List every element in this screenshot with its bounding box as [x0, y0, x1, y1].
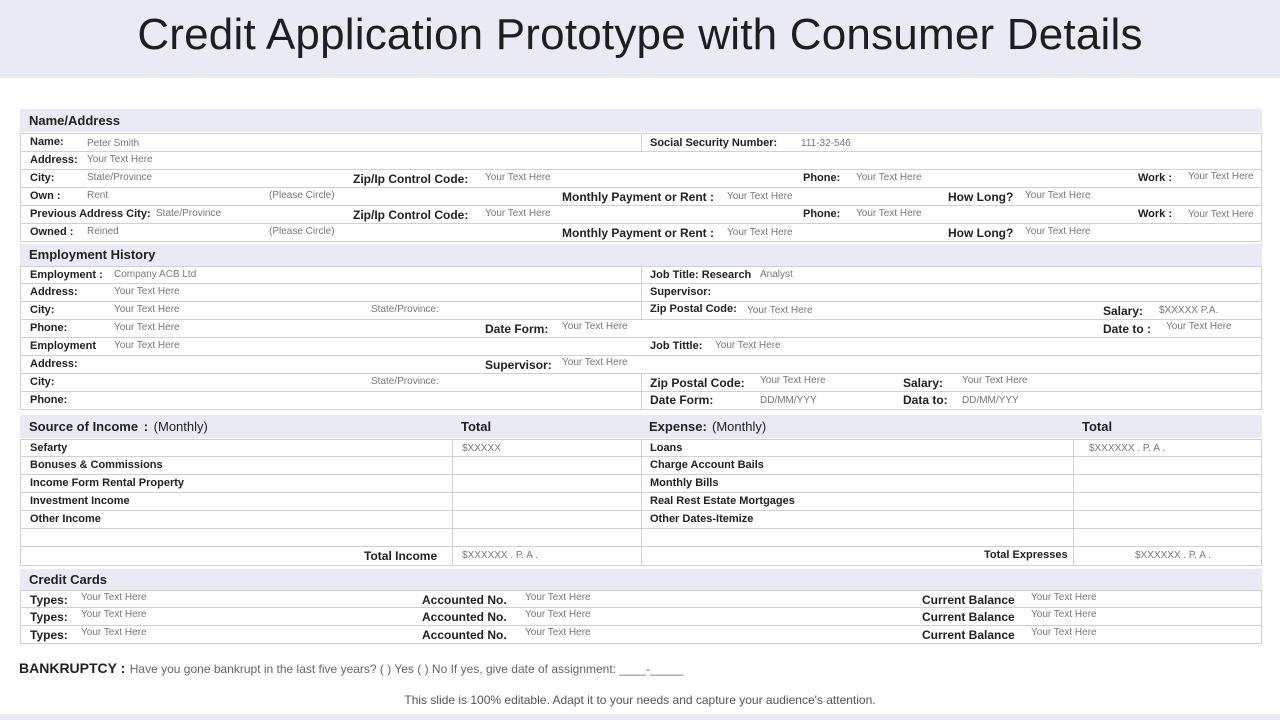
form-row-emp-phone-2	[20, 392, 1262, 410]
emp-address-label: Address:	[30, 286, 78, 298]
employment-label-2: Employment	[30, 340, 97, 352]
emp-city-field[interactable]: Your Text Here	[114, 304, 180, 315]
date-from-label-2: Date Form:	[650, 393, 714, 407]
salary-field-2[interactable]: Your Text Here	[962, 375, 1028, 386]
salary-label: Salary:	[1103, 304, 1144, 318]
divider	[641, 511, 642, 528]
account-number-label: Accounted No.	[422, 628, 507, 642]
zip-postal-label-2: Zip Postal Code:	[650, 376, 745, 390]
bankruptcy-question[interactable]: Have you gone bankrupt in the last five years? ( ) Yes ( ) No If yes, give date of assignment: ____-_____	[129, 662, 684, 676]
divider	[641, 547, 642, 565]
date-from-field[interactable]: Your Text Here	[562, 321, 628, 332]
name-label: Name:	[30, 136, 64, 148]
total-row	[20, 547, 1262, 566]
own-label: Own :	[30, 190, 61, 202]
income-source-label: Income Form Rental Property	[30, 477, 185, 489]
job-title-label-2: Job Tittle:	[650, 340, 703, 352]
zip-field-2[interactable]: Your Text Here	[485, 208, 551, 219]
income-monthly-label: (Monthly)	[153, 419, 208, 434]
form-row-own	[20, 188, 1262, 206]
divider	[641, 392, 642, 409]
phone-label: Phone:	[803, 172, 841, 184]
income-expense-row	[20, 475, 1262, 493]
emp-phone-label: Phone:	[30, 322, 68, 334]
expense-section-title: Expense:	[649, 419, 707, 434]
divider	[641, 475, 642, 492]
emp-address-field[interactable]: Your Text Here	[114, 286, 180, 297]
address-label: Address:	[30, 154, 78, 166]
name-field[interactable]: Peter Smith	[87, 138, 140, 149]
expense-item-label: Other Dates-Itemize	[650, 513, 754, 525]
credit-card-row	[20, 626, 1262, 644]
emp-city-label-2: City:	[30, 376, 55, 388]
emp-city-label: City:	[30, 304, 55, 316]
divider	[452, 457, 453, 474]
divider	[641, 267, 642, 283]
previous-city-field[interactable]: State/Province	[156, 208, 222, 219]
card-type-field[interactable]: Your Text Here	[81, 609, 147, 620]
please-circle-note: (Please Circle)	[269, 190, 335, 201]
how-long-field-2[interactable]: Your Text Here	[1025, 226, 1091, 237]
income-source-label: Bonuses & Commissions	[30, 459, 163, 471]
account-number-field[interactable]: Your Text Here	[525, 609, 591, 620]
owned-field[interactable]: Reined	[87, 226, 119, 237]
card-type-field[interactable]: Your Text Here	[81, 592, 147, 603]
divider	[1073, 529, 1074, 546]
total-expense-label: Total Expresses	[984, 549, 1068, 561]
phone-field[interactable]: Your Text Here	[856, 172, 922, 183]
how-long-field[interactable]: Your Text Here	[1025, 190, 1091, 201]
total-income-value[interactable]: $XXXXXX . P. A .	[462, 550, 538, 561]
employment-label: Employment :	[30, 269, 103, 281]
credit-card-row	[20, 608, 1262, 626]
divider	[641, 493, 642, 510]
section-header-employment	[20, 244, 1262, 266]
income-source-label: Other Income	[30, 513, 101, 525]
owned-label: Owned :	[30, 226, 74, 238]
ssn-label: Social Security Number:	[650, 137, 778, 149]
income-source-label: Investment Income	[30, 495, 130, 507]
divider	[452, 475, 453, 492]
account-number-field[interactable]: Your Text Here	[525, 627, 591, 638]
monthly-payment-label: Monthly Payment or Rent :	[562, 190, 715, 204]
income-expense-row	[20, 439, 1262, 457]
income-expense-row	[20, 511, 1262, 529]
emp-state-field[interactable]: State/Province:	[371, 304, 439, 315]
section-title: Employment History	[29, 247, 156, 262]
zip-field[interactable]: Your Text Here	[485, 172, 551, 183]
expense-total-field[interactable]: $XXXXXX . P. A .	[1089, 443, 1165, 454]
form-row-name	[20, 133, 1262, 152]
form-row-emp-address-2	[20, 356, 1262, 374]
divider	[452, 511, 453, 528]
form-row-owned	[20, 224, 1262, 242]
income-total-header: Total	[461, 419, 492, 434]
work-field-2[interactable]: Your Text Here	[1188, 209, 1254, 220]
expense-item-label: Monthly Bills	[650, 477, 719, 489]
own-field[interactable]: Rent	[87, 190, 109, 201]
divider	[641, 302, 642, 319]
ssn-field[interactable]: 111-32-546	[801, 138, 851, 149]
expense-total-header: Total	[1082, 419, 1113, 434]
current-balance-field[interactable]: Your Text Here	[1031, 627, 1097, 638]
phone-label-2: Phone:	[803, 208, 841, 220]
form-row-emp-phone	[20, 320, 1262, 338]
bankruptcy-line	[19, 660, 683, 678]
current-balance-label: Current Balance	[922, 628, 1015, 642]
form-row-employment	[20, 266, 1262, 284]
current-balance-label: Current Balance	[922, 593, 1015, 607]
divider	[1073, 493, 1074, 510]
job-title-field[interactable]: Analyst	[760, 269, 793, 280]
current-balance-field[interactable]: Your Text Here	[1031, 609, 1097, 620]
zip-postal-label: Zip Postal Code:	[650, 303, 737, 315]
supervisor-label: Supervisor:	[650, 286, 712, 298]
income-section-title: Source of Income	[29, 419, 139, 434]
bottom-strip	[0, 714, 1280, 720]
supervisor-field-2[interactable]: Your Text Here	[562, 357, 628, 368]
card-type-field[interactable]: Your Text Here	[81, 627, 147, 638]
income-expense-row	[20, 493, 1262, 511]
income-total-field[interactable]: $XXXXX	[462, 443, 501, 454]
page-title: Credit Application Prototype with Consumer Details	[137, 10, 1143, 59]
divider	[452, 440, 453, 456]
divider	[1073, 547, 1074, 565]
income-source-label: Sefarty	[30, 442, 68, 454]
city-label: City:	[30, 172, 55, 184]
income-expense-row	[20, 457, 1262, 475]
expense-item-label: Real Rest Estate Mortgages	[650, 495, 795, 507]
section-title: Credit Cards	[29, 572, 108, 587]
section-header-income-expense	[20, 415, 1262, 438]
card-type-label: Types:	[30, 593, 68, 607]
emp-phone-field[interactable]: Your Text Here	[114, 322, 180, 333]
how-long-label: How Long?	[948, 190, 1014, 204]
divider	[641, 457, 642, 474]
divider	[1073, 440, 1074, 456]
monthly-payment-field[interactable]: Your Text Here	[727, 191, 793, 202]
how-long-label-2: How Long?	[948, 226, 1014, 240]
divider	[641, 374, 642, 391]
salary-field[interactable]: $XXXXX P.A.	[1159, 305, 1219, 316]
form-row-emp-city-2	[20, 374, 1262, 392]
work-field[interactable]: Your Text Here	[1188, 171, 1254, 182]
divider	[641, 440, 642, 456]
zip-label-2: Zip/Ip Control Code:	[353, 208, 469, 222]
emp-phone-label-2: Phone:	[30, 394, 68, 406]
divider	[1073, 511, 1074, 528]
address-field[interactable]: Your Text Here	[87, 154, 153, 165]
section-header-name-address	[20, 109, 1262, 132]
divider	[641, 284, 642, 301]
form-row-employment-2	[20, 338, 1262, 356]
please-circle-note-2: (Please Circle)	[269, 226, 335, 237]
zip-postal-field-2[interactable]: Your Text Here	[760, 375, 826, 386]
expense-monthly-label: (Monthly)	[712, 419, 767, 434]
zip-label: Zip/Ip Control Code:	[353, 172, 469, 186]
current-balance-field[interactable]: Your Text Here	[1031, 592, 1097, 603]
form-row-emp-city	[20, 302, 1262, 320]
divider	[1073, 475, 1074, 492]
date-from-field-2[interactable]: DD/MM/YYY	[760, 395, 817, 406]
employment-field-2[interactable]: Your Text Here	[114, 340, 180, 351]
card-type-label: Types:	[30, 610, 68, 624]
zip-postal-field[interactable]: Your Text Here	[747, 305, 813, 316]
job-title-label: Job Title: Research	[650, 269, 752, 281]
expense-item-label: Loans	[650, 442, 683, 454]
divider	[1073, 457, 1074, 474]
monthly-payment-field-2[interactable]: Your Text Here	[727, 227, 793, 238]
form-row-city	[20, 170, 1262, 188]
data-to-field[interactable]: DD/MM/YYY	[962, 395, 1019, 406]
divider	[452, 493, 453, 510]
section-header-credit-cards	[20, 569, 1262, 590]
footer-note: This slide is 100% editable. Adapt it to your needs and capture your audience's attention.	[404, 693, 876, 707]
income-colon: :	[143, 419, 149, 434]
account-number-field[interactable]: Your Text Here	[525, 592, 591, 603]
work-label-2: Work :	[1138, 208, 1173, 220]
phone-field-2[interactable]: Your Text Here	[856, 208, 922, 219]
divider	[641, 529, 642, 546]
date-to-field[interactable]: Your Text Here	[1166, 321, 1232, 332]
credit-card-row	[20, 590, 1262, 608]
expense-item-label: Charge Account Bails	[650, 459, 764, 471]
previous-city-label: Previous Address City:	[30, 208, 151, 220]
employment-field[interactable]: Company ACB Ltd	[114, 269, 197, 280]
emp-address-label-2: Address:	[30, 358, 78, 370]
date-from-label: Date Form:	[485, 322, 549, 336]
monthly-payment-label-2: Monthly Payment or Rent :	[562, 226, 715, 240]
section-title: Name/Address	[29, 113, 121, 128]
account-number-label: Accounted No.	[422, 610, 507, 624]
salary-label-2: Salary:	[903, 376, 944, 390]
form-row-previous-city	[20, 206, 1262, 224]
bankruptcy-label: BANKRUPTCY :	[19, 660, 126, 676]
form-row-emp-address	[20, 284, 1262, 302]
account-number-label: Accounted No.	[422, 593, 507, 607]
current-balance-label: Current Balance	[922, 610, 1015, 624]
work-label: Work :	[1138, 172, 1173, 184]
income-expense-row	[20, 529, 1262, 547]
card-type-label: Types:	[30, 628, 68, 642]
data-to-label: Data to:	[903, 393, 948, 407]
job-title-field-2[interactable]: Your Text Here	[715, 340, 781, 351]
supervisor-label-2: Supervisor:	[485, 358, 552, 372]
total-income-label: Total Income	[364, 549, 438, 563]
divider	[452, 529, 453, 546]
total-expense-value[interactable]: $XXXXXX . P. A .	[1135, 550, 1211, 561]
form-row-address	[20, 152, 1262, 170]
city-field[interactable]: State/Province	[87, 172, 153, 183]
date-to-label: Date to :	[1103, 322, 1151, 336]
divider	[452, 547, 453, 565]
divider	[641, 134, 642, 151]
emp-state-field-2[interactable]: State/Province:	[371, 376, 439, 387]
